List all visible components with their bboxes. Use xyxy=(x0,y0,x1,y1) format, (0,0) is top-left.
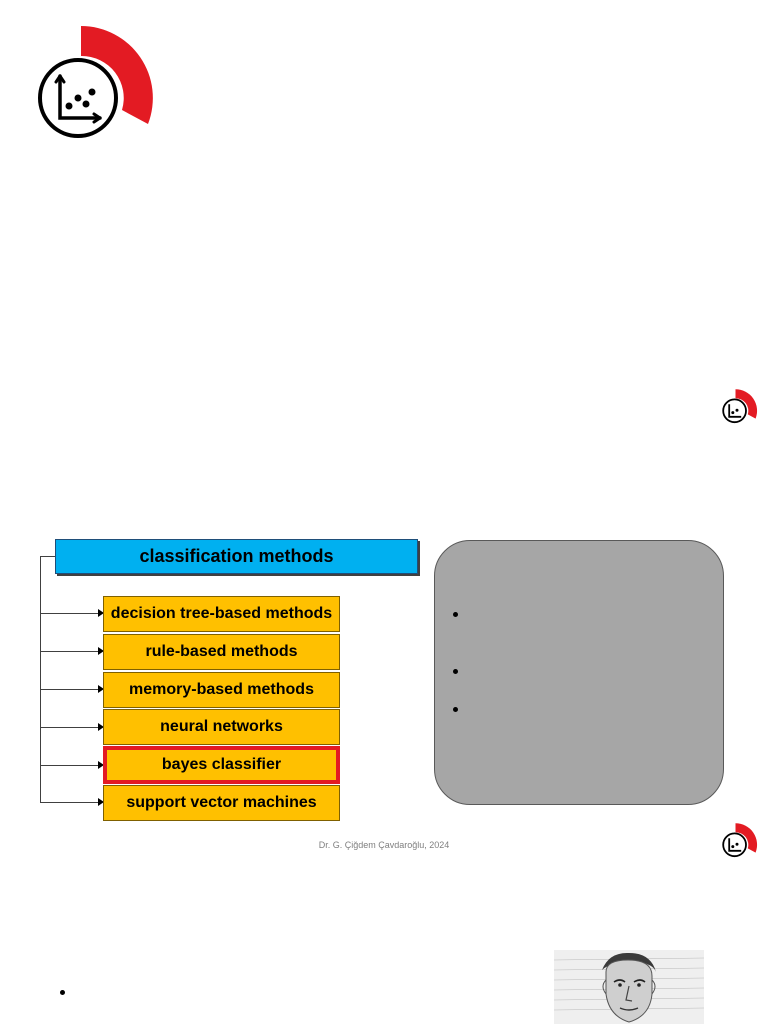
portrait-image xyxy=(554,950,704,1024)
classification-methods-header: classification methods xyxy=(55,539,418,574)
branch-arrow xyxy=(40,802,98,803)
footer-credit: Dr. G. Çiğdem Çavdaroğlu, 2024 xyxy=(318,840,450,850)
branch-arrow xyxy=(40,727,98,728)
method-support-vector-machines: support vector machines xyxy=(103,785,340,821)
bullet-point xyxy=(453,669,458,674)
bullet-point xyxy=(453,707,458,712)
scatter-chart-logo-icon xyxy=(722,822,758,858)
branch-arrow xyxy=(40,613,98,614)
logo-small-top xyxy=(722,388,758,424)
method-rule-based: rule-based methods xyxy=(103,634,340,670)
branch-arrow xyxy=(40,689,98,690)
method-memory-based: memory-based methods xyxy=(103,672,340,708)
method-bayes-classifier: bayes classifier xyxy=(103,746,340,784)
branch-arrow xyxy=(40,765,98,766)
logo-large xyxy=(36,24,156,140)
notes-panel xyxy=(434,540,724,805)
method-decision-tree: decision tree-based methods xyxy=(103,596,340,632)
scatter-chart-logo-icon xyxy=(36,24,156,140)
bullet-point xyxy=(453,612,458,617)
scatter-chart-logo-icon xyxy=(722,388,758,424)
tree-connector-top xyxy=(40,556,56,557)
method-neural-networks: neural networks xyxy=(103,709,340,745)
logo-small-bottom xyxy=(722,822,758,858)
branch-arrow xyxy=(40,651,98,652)
portrait-engraving xyxy=(554,950,704,1024)
bullet-point xyxy=(60,990,65,995)
